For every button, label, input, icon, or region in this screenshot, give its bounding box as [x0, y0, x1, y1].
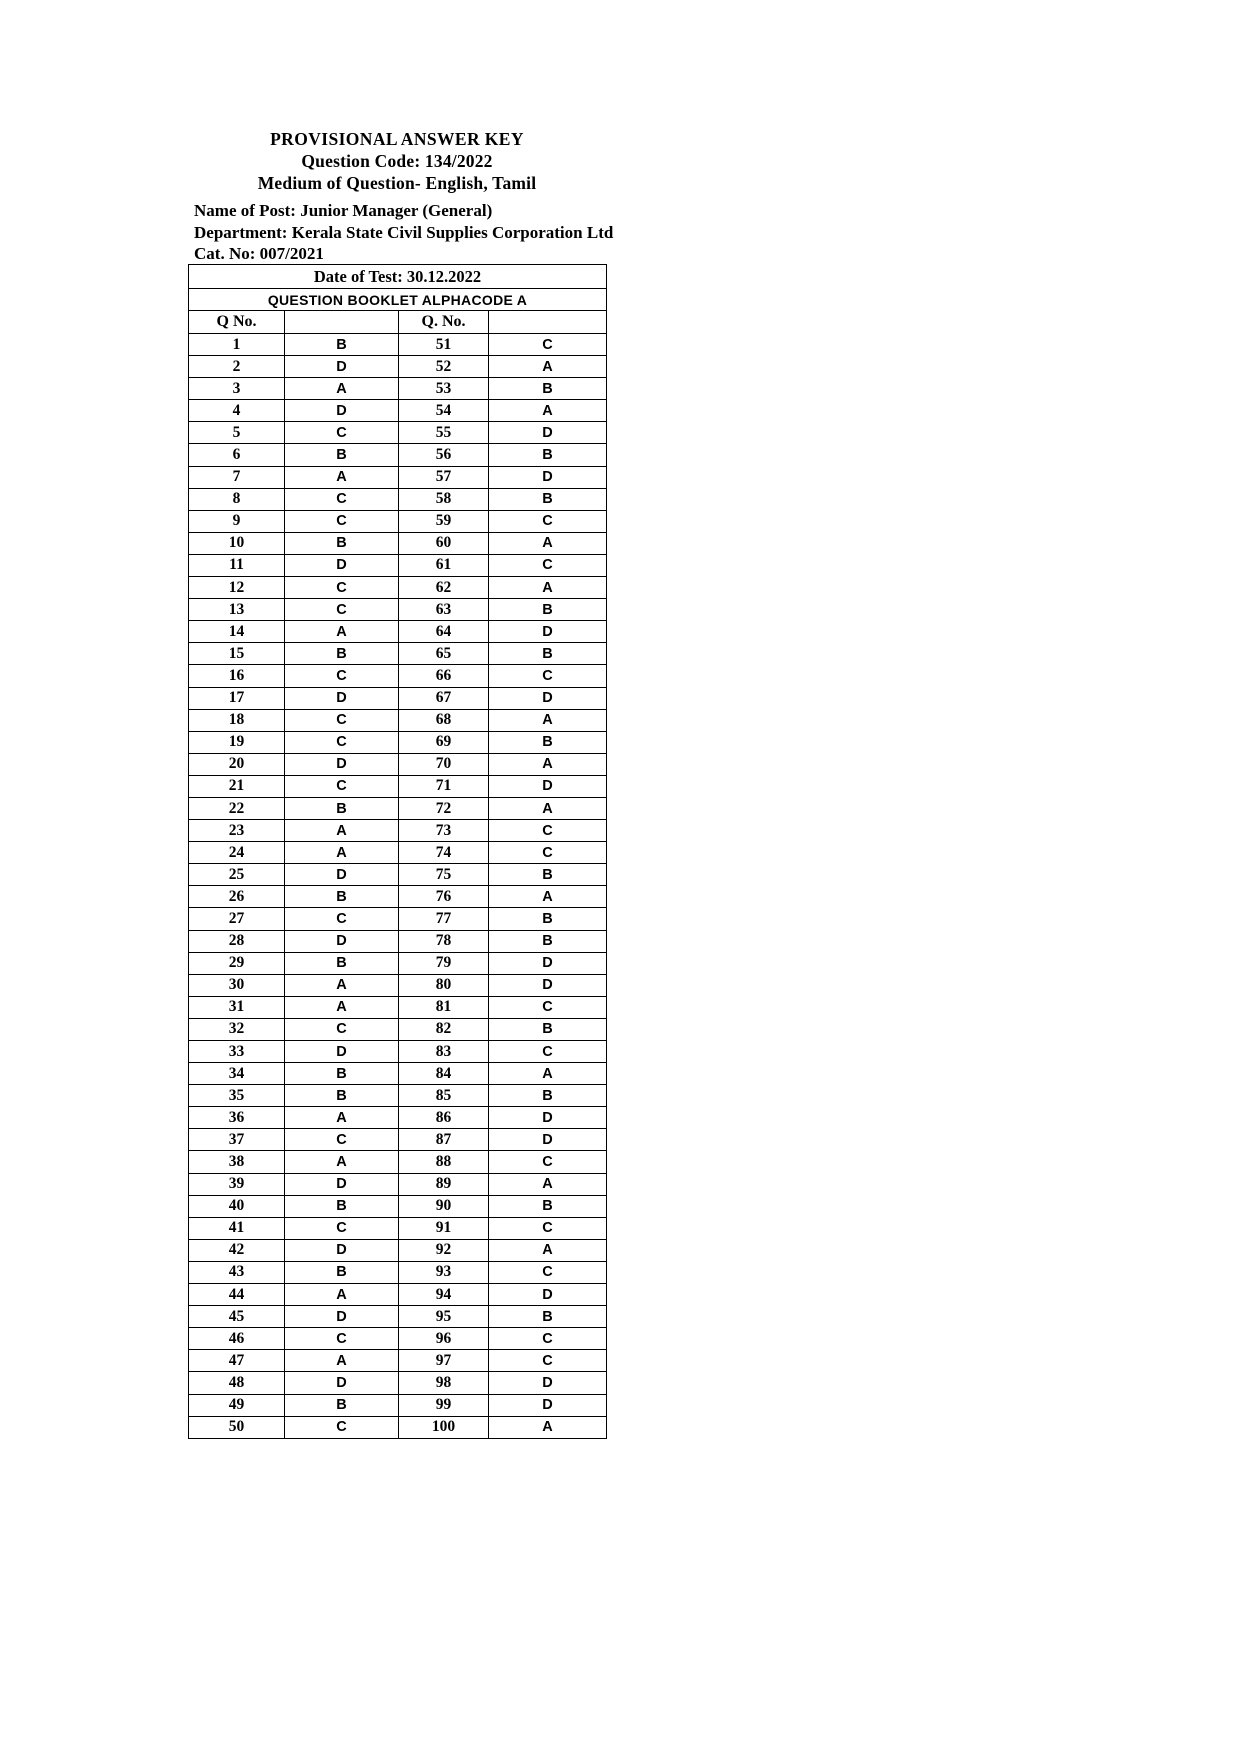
cell-answer-right: B — [489, 488, 607, 510]
cell-answer-right: C — [489, 820, 607, 842]
cell-answer-left: D — [285, 400, 399, 422]
cell-answer-left: B — [285, 532, 399, 554]
cell-qno-left: 34 — [189, 1063, 285, 1085]
cell-qno-right: 88 — [399, 1151, 489, 1173]
cell-qno-right: 76 — [399, 886, 489, 908]
cell-answer-left: C — [285, 488, 399, 510]
cell-qno-left: 43 — [189, 1261, 285, 1283]
cell-answer-left: C — [285, 422, 399, 444]
cell-answer-right: B — [489, 444, 607, 466]
cell-qno-left: 21 — [189, 775, 285, 797]
cell-qno-right: 81 — [399, 996, 489, 1018]
cell-qno-right: 99 — [399, 1394, 489, 1416]
table-row — [189, 422, 607, 444]
cell-qno-left: 8 — [189, 488, 285, 510]
cell-answer-left: B — [285, 952, 399, 974]
table-row — [189, 864, 607, 886]
cell-answer-right: C — [489, 1350, 607, 1372]
cell-qno-left: 41 — [189, 1217, 285, 1239]
cell-answer-right: A — [489, 400, 607, 422]
table-row — [189, 1284, 607, 1306]
cell-qno-right: 73 — [399, 820, 489, 842]
cell-answer-left: A — [285, 1151, 399, 1173]
table-row — [189, 378, 607, 400]
table-row — [189, 1063, 607, 1085]
cell-answer-left: A — [285, 820, 399, 842]
cell-qno-right: 91 — [399, 1217, 489, 1239]
table-row — [189, 974, 607, 996]
cell-answer-left: D — [285, 1239, 399, 1261]
cell-answer-left: B — [285, 797, 399, 819]
cell-answer-right: A — [489, 577, 607, 599]
cell-qno-right: 62 — [399, 577, 489, 599]
table-row — [189, 930, 607, 952]
table-row — [189, 1173, 607, 1195]
table-row — [189, 908, 607, 930]
cell-qno-left: 46 — [189, 1328, 285, 1350]
cell-answer-right: D — [489, 1372, 607, 1394]
cell-answer-right: B — [489, 1306, 607, 1328]
column-header-qno-left: Q No. — [189, 311, 285, 334]
cell-qno-right: 69 — [399, 731, 489, 753]
cell-qno-right: 63 — [399, 599, 489, 621]
cell-qno-right: 95 — [399, 1306, 489, 1328]
cell-answer-right: D — [489, 1129, 607, 1151]
column-header-answer-left — [285, 311, 399, 334]
cell-answer-right: B — [489, 930, 607, 952]
cell-qno-left: 29 — [189, 952, 285, 974]
cell-answer-right: C — [489, 1041, 607, 1063]
cell-answer-right: A — [489, 797, 607, 819]
cell-answer-left: B — [285, 444, 399, 466]
cell-answer-left: A — [285, 996, 399, 1018]
cell-qno-left: 12 — [189, 577, 285, 599]
cell-answer-left: D — [285, 930, 399, 952]
table-row — [189, 356, 607, 378]
table-row — [189, 775, 607, 797]
cell-qno-right: 98 — [399, 1372, 489, 1394]
cell-answer-right: B — [489, 1018, 607, 1040]
category-number-line: Cat. No: 007/2021 — [194, 244, 324, 263]
cell-answer-left: D — [285, 554, 399, 576]
cell-qno-right: 83 — [399, 1041, 489, 1063]
column-header-answer-right — [489, 311, 607, 334]
post-details-block — [194, 200, 613, 265]
table-row — [189, 1416, 607, 1438]
table-row — [189, 1394, 607, 1416]
cell-answer-right: D — [489, 466, 607, 488]
answer-key-table — [188, 264, 607, 1439]
cell-qno-right: 54 — [399, 400, 489, 422]
cell-answer-right: D — [489, 687, 607, 709]
cell-answer-left: C — [285, 1217, 399, 1239]
cell-qno-left: 10 — [189, 532, 285, 554]
cell-qno-left: 26 — [189, 886, 285, 908]
cell-qno-left: 18 — [189, 709, 285, 731]
cell-qno-left: 11 — [189, 554, 285, 576]
cell-answer-left: B — [285, 334, 399, 356]
cell-answer-left: C — [285, 908, 399, 930]
table-row — [189, 687, 607, 709]
cell-answer-right: B — [489, 1085, 607, 1107]
cell-qno-right: 89 — [399, 1173, 489, 1195]
cell-answer-left: D — [285, 687, 399, 709]
table-row — [189, 400, 607, 422]
cell-answer-right: C — [489, 842, 607, 864]
cell-qno-right: 74 — [399, 842, 489, 864]
table-row — [189, 753, 607, 775]
cell-qno-left: 27 — [189, 908, 285, 930]
cell-qno-right: 58 — [399, 488, 489, 510]
cell-answer-right: C — [489, 996, 607, 1018]
document-title-block — [188, 128, 606, 194]
cell-answer-right: B — [489, 643, 607, 665]
cell-answer-left: A — [285, 1350, 399, 1372]
cell-answer-right: A — [489, 356, 607, 378]
cell-qno-left: 6 — [189, 444, 285, 466]
cell-qno-left: 36 — [189, 1107, 285, 1129]
table-row — [189, 996, 607, 1018]
cell-qno-left: 14 — [189, 621, 285, 643]
cell-answer-left: B — [285, 1394, 399, 1416]
cell-qno-right: 68 — [399, 709, 489, 731]
cell-answer-right: A — [489, 532, 607, 554]
table-row — [189, 1107, 607, 1129]
cell-qno-right: 96 — [399, 1328, 489, 1350]
cell-qno-right: 51 — [399, 334, 489, 356]
cell-answer-left: B — [285, 643, 399, 665]
cell-answer-left: D — [285, 1372, 399, 1394]
table-row — [189, 665, 607, 687]
cell-qno-right: 66 — [399, 665, 489, 687]
date-of-test-row — [189, 265, 607, 289]
table-row — [189, 466, 607, 488]
table-row — [189, 1129, 607, 1151]
cell-answer-right: D — [489, 621, 607, 643]
cell-answer-right: D — [489, 974, 607, 996]
table-row — [189, 1018, 607, 1040]
cell-answer-right: B — [489, 378, 607, 400]
cell-qno-right: 78 — [399, 930, 489, 952]
question-code-line: Question Code: 134/2022 — [301, 151, 493, 171]
cell-answer-left: A — [285, 621, 399, 643]
date-of-test-cell: Date of Test: 30.12.2022 — [189, 265, 607, 289]
cell-answer-left: B — [285, 1195, 399, 1217]
table-row — [189, 797, 607, 819]
cell-answer-right: A — [489, 1416, 607, 1438]
cell-answer-left: D — [285, 864, 399, 886]
cell-answer-right: D — [489, 775, 607, 797]
name-of-post-line: Name of Post: Junior Manager (General) — [194, 201, 493, 220]
table-row — [189, 488, 607, 510]
cell-qno-left: 30 — [189, 974, 285, 996]
cell-answer-right: C — [489, 1261, 607, 1283]
cell-answer-left: A — [285, 842, 399, 864]
table-row — [189, 577, 607, 599]
cell-qno-right: 75 — [399, 864, 489, 886]
cell-answer-left: A — [285, 378, 399, 400]
cell-qno-left: 15 — [189, 643, 285, 665]
cell-answer-left: A — [285, 1284, 399, 1306]
cell-answer-right: C — [489, 554, 607, 576]
cell-answer-left: D — [285, 753, 399, 775]
cell-qno-right: 53 — [399, 378, 489, 400]
cell-answer-right: A — [489, 1239, 607, 1261]
cell-answer-right: A — [489, 1063, 607, 1085]
cell-answer-left: C — [285, 775, 399, 797]
table-row — [189, 1261, 607, 1283]
cell-answer-right: B — [489, 599, 607, 621]
cell-answer-right: B — [489, 731, 607, 753]
table-row — [189, 599, 607, 621]
cell-answer-left: D — [285, 1041, 399, 1063]
cell-answer-left: A — [285, 1107, 399, 1129]
cell-qno-right: 97 — [399, 1350, 489, 1372]
cell-qno-left: 5 — [189, 422, 285, 444]
cell-answer-right: D — [489, 1394, 607, 1416]
cell-qno-left: 23 — [189, 820, 285, 842]
cell-qno-left: 47 — [189, 1350, 285, 1372]
alphacode-row — [189, 289, 607, 311]
cell-answer-left: C — [285, 1328, 399, 1350]
table-row — [189, 1306, 607, 1328]
cell-answer-left: A — [285, 974, 399, 996]
cell-qno-left: 38 — [189, 1151, 285, 1173]
cell-answer-right: B — [489, 908, 607, 930]
cell-answer-right: B — [489, 1195, 607, 1217]
table-row — [189, 1041, 607, 1063]
column-header-row — [189, 311, 607, 334]
cell-qno-left: 1 — [189, 334, 285, 356]
cell-qno-right: 84 — [399, 1063, 489, 1085]
cell-qno-left: 37 — [189, 1129, 285, 1151]
cell-answer-left: B — [285, 1261, 399, 1283]
cell-qno-left: 49 — [189, 1394, 285, 1416]
cell-qno-left: 40 — [189, 1195, 285, 1217]
cell-qno-right: 52 — [399, 356, 489, 378]
table-row — [189, 554, 607, 576]
cell-qno-right: 100 — [399, 1416, 489, 1438]
cell-qno-right: 72 — [399, 797, 489, 819]
cell-qno-left: 4 — [189, 400, 285, 422]
cell-answer-right: C — [489, 1217, 607, 1239]
cell-qno-left: 48 — [189, 1372, 285, 1394]
cell-qno-left: 13 — [189, 599, 285, 621]
cell-qno-right: 87 — [399, 1129, 489, 1151]
table-row — [189, 510, 607, 532]
cell-qno-right: 61 — [399, 554, 489, 576]
cell-qno-left: 24 — [189, 842, 285, 864]
cell-answer-right: A — [489, 886, 607, 908]
cell-answer-left: D — [285, 1306, 399, 1328]
cell-qno-right: 67 — [399, 687, 489, 709]
cell-answer-left: C — [285, 1018, 399, 1040]
cell-qno-right: 85 — [399, 1085, 489, 1107]
cell-qno-left: 45 — [189, 1306, 285, 1328]
table-row — [189, 952, 607, 974]
cell-qno-right: 92 — [399, 1239, 489, 1261]
cell-answer-right: D — [489, 1284, 607, 1306]
medium-of-question-line: Medium of Question- English, Tamil — [257, 173, 537, 193]
cell-qno-left: 3 — [189, 378, 285, 400]
cell-answer-left: C — [285, 1129, 399, 1151]
cell-qno-right: 55 — [399, 422, 489, 444]
cell-qno-right: 56 — [399, 444, 489, 466]
cell-qno-right: 90 — [399, 1195, 489, 1217]
department-line: Department: Kerala State Civil Supplies Corporation Ltd — [194, 222, 614, 242]
cell-answer-right: D — [489, 952, 607, 974]
cell-answer-left: C — [285, 665, 399, 687]
table-row — [189, 532, 607, 554]
table-row — [189, 621, 607, 643]
cell-answer-right: A — [489, 753, 607, 775]
table-row — [189, 1151, 607, 1173]
column-header-qno-right: Q. No. — [399, 311, 489, 334]
table-row — [189, 444, 607, 466]
cell-qno-right: 80 — [399, 974, 489, 996]
cell-qno-left: 19 — [189, 731, 285, 753]
cell-qno-left: 33 — [189, 1041, 285, 1063]
table-row — [189, 731, 607, 753]
cell-qno-left: 22 — [189, 797, 285, 819]
table-row — [189, 1372, 607, 1394]
cell-qno-left: 35 — [189, 1085, 285, 1107]
cell-qno-right: 82 — [399, 1018, 489, 1040]
cell-qno-right: 64 — [399, 621, 489, 643]
cell-qno-right: 70 — [399, 753, 489, 775]
cell-qno-left: 2 — [189, 356, 285, 378]
table-row — [189, 1085, 607, 1107]
cell-qno-right: 86 — [399, 1107, 489, 1129]
cell-qno-right: 71 — [399, 775, 489, 797]
cell-answer-left: C — [285, 599, 399, 621]
cell-qno-left: 31 — [189, 996, 285, 1018]
table-row — [189, 709, 607, 731]
cell-qno-right: 65 — [399, 643, 489, 665]
cell-qno-left: 7 — [189, 466, 285, 488]
cell-answer-right: C — [489, 510, 607, 532]
cell-qno-right: 94 — [399, 1284, 489, 1306]
cell-answer-right: A — [489, 1173, 607, 1195]
cell-answer-left: D — [285, 356, 399, 378]
cell-answer-right: C — [489, 334, 607, 356]
cell-answer-left: B — [285, 886, 399, 908]
cell-answer-right: A — [489, 709, 607, 731]
table-row — [189, 334, 607, 356]
cell-answer-left: B — [285, 1085, 399, 1107]
cell-qno-left: 39 — [189, 1173, 285, 1195]
table-row — [189, 1350, 607, 1372]
cell-qno-right: 59 — [399, 510, 489, 532]
cell-answer-left: C — [285, 510, 399, 532]
cell-answer-left: B — [285, 1063, 399, 1085]
cell-answer-right: C — [489, 1151, 607, 1173]
table-row — [189, 820, 607, 842]
cell-qno-left: 9 — [189, 510, 285, 532]
cell-answer-left: D — [285, 1173, 399, 1195]
cell-qno-right: 60 — [399, 532, 489, 554]
cell-qno-right: 57 — [399, 466, 489, 488]
table-row — [189, 1195, 607, 1217]
cell-qno-right: 79 — [399, 952, 489, 974]
cell-qno-right: 77 — [399, 908, 489, 930]
cell-answer-left: C — [285, 577, 399, 599]
cell-qno-left: 16 — [189, 665, 285, 687]
cell-qno-left: 20 — [189, 753, 285, 775]
cell-qno-left: 28 — [189, 930, 285, 952]
cell-answer-right: B — [489, 864, 607, 886]
cell-answer-right: D — [489, 422, 607, 444]
cell-qno-right: 93 — [399, 1261, 489, 1283]
table-row — [189, 643, 607, 665]
cell-answer-left: C — [285, 709, 399, 731]
cell-answer-right: D — [489, 1107, 607, 1129]
table-row — [189, 842, 607, 864]
cell-answer-left: C — [285, 731, 399, 753]
table-row — [189, 1239, 607, 1261]
alphacode-cell: QUESTION BOOKLET ALPHACODE A — [189, 289, 607, 311]
cell-qno-left: 32 — [189, 1018, 285, 1040]
cell-qno-left: 44 — [189, 1284, 285, 1306]
cell-qno-left: 17 — [189, 687, 285, 709]
cell-answer-right: C — [489, 665, 607, 687]
page-title: PROVISIONAL ANSWER KEY — [270, 129, 524, 149]
cell-qno-left: 25 — [189, 864, 285, 886]
cell-qno-left: 50 — [189, 1416, 285, 1438]
table-row — [189, 1217, 607, 1239]
cell-qno-left: 42 — [189, 1239, 285, 1261]
table-row — [189, 1328, 607, 1350]
cell-answer-right: C — [489, 1328, 607, 1350]
table-row — [189, 886, 607, 908]
cell-answer-left: A — [285, 466, 399, 488]
cell-answer-left: C — [285, 1416, 399, 1438]
answer-key-table-body — [189, 265, 607, 1439]
